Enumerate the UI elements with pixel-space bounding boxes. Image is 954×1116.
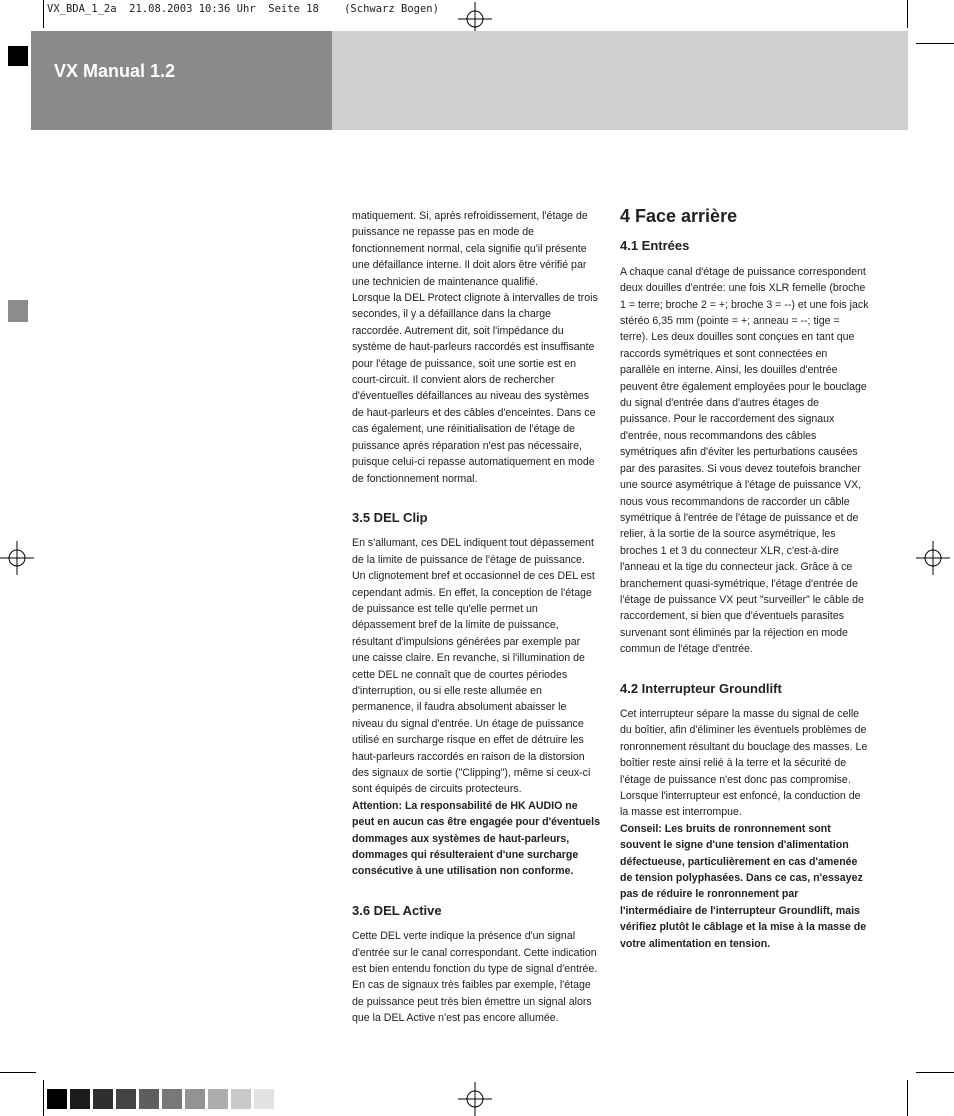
color-swatch <box>116 1089 136 1109</box>
black-corner-marker <box>8 46 28 66</box>
crop-mark-bottom-left-v <box>43 1080 44 1116</box>
color-swatch <box>231 1089 251 1109</box>
crop-mark-top-left-v <box>43 0 44 28</box>
section-heading: 4 Face arrière <box>620 206 738 226</box>
inputs-heading: 4.1 Entrées <box>620 238 690 254</box>
active-heading: 3.6 DEL Active <box>352 902 442 918</box>
crop-mark-bottom-right-h <box>916 1072 954 1073</box>
registration-mark-left <box>0 541 34 575</box>
clip-heading: 3.5 DEL Clip <box>352 509 428 525</box>
manual-title: VX Manual 1.2 <box>54 61 176 81</box>
color-swatch <box>162 1089 182 1109</box>
middle-column <box>352 208 600 1027</box>
registration-mark-bottom <box>458 1082 492 1116</box>
crop-mark-bottom-left-h <box>0 1072 36 1073</box>
color-swatch <box>47 1089 67 1109</box>
color-swatch <box>139 1089 159 1109</box>
color-swatch <box>208 1089 228 1109</box>
clip-paragraph: En s'allumant, ces DEL indiquent tout dépassement de la limite de puissance de l'étage de puissance. Un clignotement bref et occasionnel de ces DEL est cependant admis. En effet, la conception de l'étage de puissance est telle qu'elle permet un dépassement bref de la limite de puissance, résultant d'impulsions générées par exemple par une caisse claire. En revanche, si l'illumination de cette DEL ne connaît que de courtes périodes d'interruption, ou si elle reste allumée en permanence, il faudra absolument abaisser le niveau du signal d'entrée. Un étage de puissance utilisé en surcharge risque en effet de détruire les haut-parleurs raccordés en raison de la distorsion des signaux de sortie ("Clipping"), même si ceux-ci sont équipés de circuits protecteurs. <box>352 537 595 796</box>
groundlift-paragraph: Cet interrupteur sépare la masse du signal de celle du boîtier, afin d'éliminer les éventuels problèmes de ronronnement résultant du bouclage des masses. Le boîtier reste ainsi relié à la terre et la sécurité de l'étage de puissance n'est donc pas compromise. Lorsque l'interrupteur est enfoncé, la conduction de la masse est interrompue. <box>620 707 868 819</box>
groundlift-heading: 4.2 Interrupteur Groundlift <box>620 680 782 696</box>
crop-mark-bottom-right-v <box>907 1080 908 1116</box>
gray-side-tab-marker <box>8 300 28 322</box>
protect-paragraph: Lorsque la DEL Protect clignote à intervalles de trois secondes, il y a défaillance dans la charge raccordée. Autrement dit, soit l'impédance du système de haut-parleurs raccordés est insuffisante pour l'étage de puissance, soit une sortie est en court-circuit. Il convient alors de rechercher d'éventuelles défaillances au niveau des systèmes de haut-parleurs et des câbles d'enceintes. Dans ce cas également, une réinitialisation de l'étage de puissance après réparation n'est pas nécessaire, puisque celui-ci repasse automatiquement en mode de fonctionnement normal. <box>352 292 598 485</box>
color-swatch <box>185 1089 205 1109</box>
color-swatch <box>70 1089 90 1109</box>
intro-paragraph: matiquement. Si, après refroidissement, l'étage de puissance ne repasse pas en mode de fonctionnement normal, cela signifie qu'il présente une défaillance interne. Il doit alors être vérifié par une technicien de maintenance qualifié. <box>352 210 588 288</box>
groundlift-tip: Conseil: Les bruits de ronronnement sont souvent le signe d'une tension d'alimentation défectueuse, particulièrement en cas d'amenée de tension polyphasées. Dans ce cas, n'essayez pas de réduire le ronronnement par l'intermédiaire de l'interrupteur Groundlift, mais vérifiez plutôt le câblage et la mise à la masse de votre alimentation en tension. <box>620 822 867 950</box>
right-column <box>620 208 870 952</box>
registration-mark-right <box>916 541 950 575</box>
color-swatch <box>93 1089 113 1109</box>
banner-light-block <box>332 31 908 130</box>
active-paragraph: Cette DEL verte indique la présence d'un signal d'entrée sur le canal correspondant. Cette indication est bien entendu fonction du type de signal d'entrée. En cas de signaux très faibles par exemple, l'étage de puissance peut très bien émettre un signal alors que la DEL Active n'est pas encore allumée. <box>352 930 598 1025</box>
print-slug-header: VX_BDA_1_2a 21.08.2003 10:36 Uhr Seite 18 (Schwarz Bogen) <box>47 3 439 15</box>
crop-mark-top-right-v <box>907 0 908 28</box>
inputs-paragraph: A chaque canal d'étage de puissance correspondent deux douilles d'entrée: une fois XLR femelle (broche 1 = terre; broche 2 = +; broche 3 = --) et une fois jack stéréo 6,35 mm (pointe = +; anneau = --; tige = terre). Les deux douilles sont conçues en tant que raccords symétriques et sont connectées en parallèle en interne. Ainsi, les douilles d'entrée peuvent être également employées pour le bouclage du signal d'entrée dans d'autres étages de puissance. Pour le raccordement des signaux d'entrée, nous recommandons des câbles symétriques afin d'éviter les perturbations causées par des parasites. Si vous devez toutefois brancher une source asymétrique à l'étage de puissance VX, nous vous recommandons de raccorder un câble symétrique à l'entrée de l'étage de puissance et de relier, à la sortie de la source asymétrique, les broches 1 et 3 du connecteur XLR, c'est-à-dire l'anneau et la tige du connecteur jack. Grâce à ce branchement quasi-symétrique, l'étage d'entrée de l'étage de puissance VX peut "surveiller" le câble de raccordement, si bien que d'éventuels parasites survenant sont éliminés par la réjection en mode commun de l'étage d'entrée. <box>620 265 869 656</box>
clip-warning: Attention: La responsabilité de HK AUDIO ne peut en aucun cas être engagée pour d'éventuels dommages aux systèmes de haut-parleurs, dommages qui résulteraient d'une surcharge consécutive à une utilisation non conforme. <box>352 799 601 878</box>
color-swatch <box>254 1089 274 1109</box>
crop-mark-top-right-h <box>916 43 954 44</box>
